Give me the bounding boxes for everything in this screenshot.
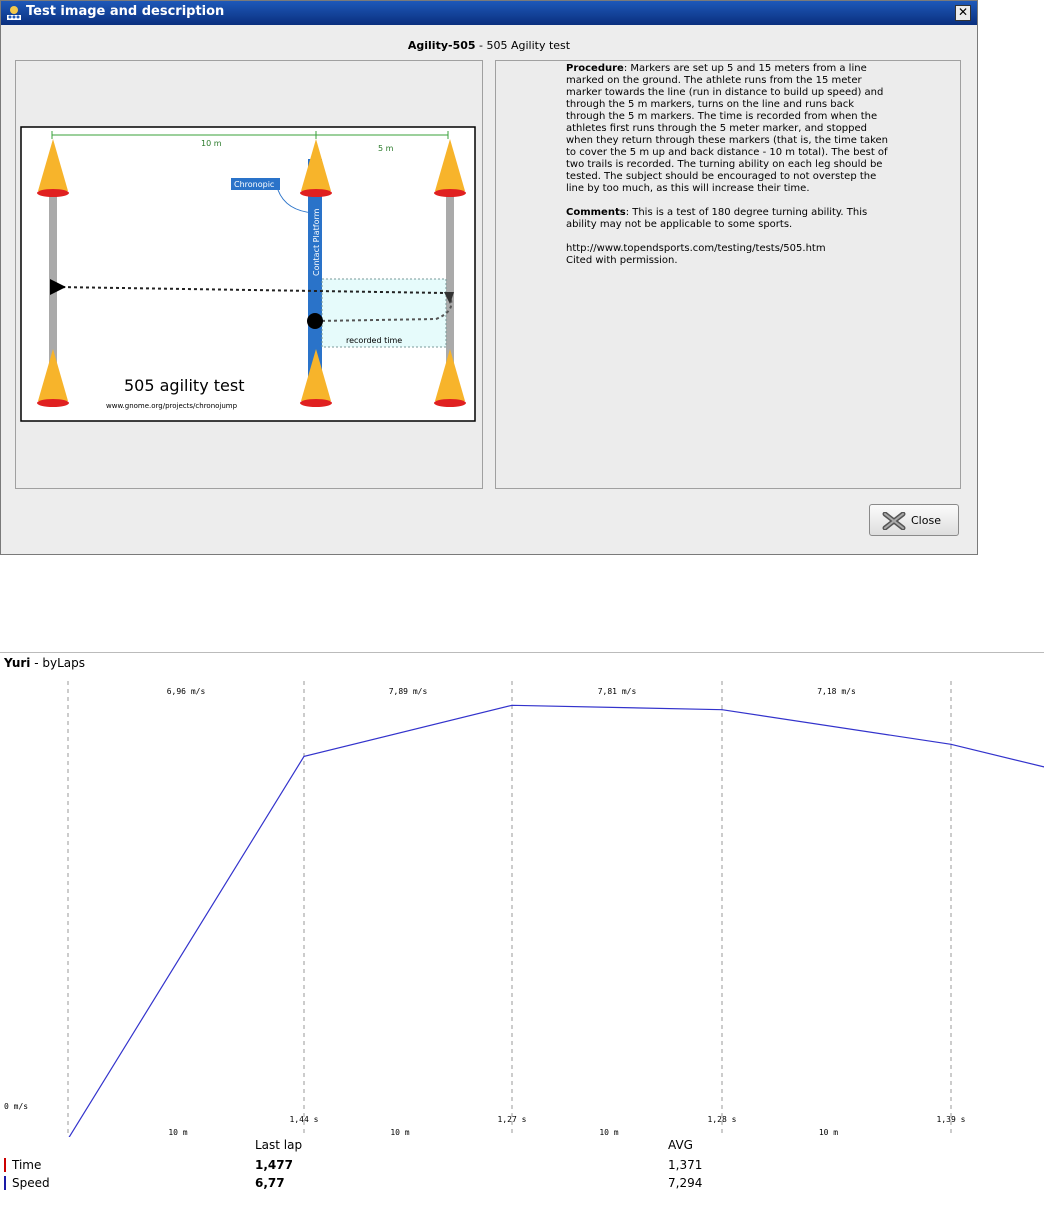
test-diagram-image bbox=[16, 61, 482, 488]
procedure-paragraph bbox=[566, 63, 896, 195]
stats-col-last: Last lap bbox=[255, 1138, 303, 1152]
lap-time-label: 1,28 s bbox=[707, 1115, 737, 1124]
lap-speed-label: 7,18 m/s bbox=[817, 687, 856, 696]
time-last: 1,477 bbox=[255, 1158, 293, 1172]
test-dialog bbox=[0, 0, 978, 555]
comments-label: Comments bbox=[566, 207, 626, 218]
lap-distance-label: 10 m bbox=[599, 1128, 619, 1137]
dialog-title: Test image and description bbox=[26, 4, 225, 19]
diagram-dist-10m: 10 m bbox=[201, 139, 222, 148]
diagram-dist-5m: 5 m bbox=[378, 144, 394, 153]
y-zero-label: 0 m/s bbox=[4, 1102, 29, 1111]
test-image-panel bbox=[15, 60, 483, 489]
lap-time-label: 1,39 s bbox=[936, 1115, 966, 1124]
test-description-panel bbox=[495, 60, 961, 489]
lap-distance-label: 10 m bbox=[818, 1128, 839, 1137]
laps-chart-window bbox=[0, 652, 1044, 1212]
stats-row-time bbox=[0, 1156, 1044, 1174]
diagram-recorded-label: recorded time bbox=[346, 336, 403, 345]
lap-speed-label: 6,96 m/s bbox=[166, 687, 206, 696]
comments-text: : This is a test of 180 degree turning ability. This ability may not be applicable to some sports. bbox=[566, 207, 868, 230]
close-button[interactable] bbox=[869, 504, 959, 536]
diagram-caption: 505 agility test bbox=[124, 376, 245, 395]
test-name: - 505 Agility test bbox=[475, 39, 571, 52]
chart-mode: - byLaps bbox=[30, 656, 85, 670]
speed-point bbox=[303, 756, 304, 757]
source-link: http://www.topendsports.com/testing/tests/505.htm bbox=[566, 243, 826, 254]
test-code: Agility-505 bbox=[407, 39, 476, 52]
stats-row-speed bbox=[0, 1174, 1044, 1192]
close-icon bbox=[882, 512, 906, 530]
speed-point bbox=[950, 744, 951, 745]
lap-time-label: 1,27 s bbox=[497, 1115, 527, 1124]
description-text bbox=[566, 63, 896, 267]
diagram-platform-label: Contact Platform bbox=[312, 208, 321, 276]
speed-line bbox=[68, 705, 1044, 1137]
speed-point bbox=[511, 705, 512, 706]
speed-avg: 7,294 bbox=[668, 1176, 703, 1190]
close-button-label: Close bbox=[911, 514, 941, 527]
diagram-url: www.gnome.org/projects/chronojump bbox=[106, 402, 238, 410]
stats-col-avg: AVG bbox=[668, 1138, 693, 1152]
comments-paragraph bbox=[566, 207, 896, 231]
speed-marker bbox=[4, 1176, 6, 1190]
speed-point bbox=[721, 709, 722, 710]
lap-distance-label: 10 m bbox=[390, 1128, 410, 1137]
laps-speed-chart bbox=[0, 653, 1044, 1137]
chart-header bbox=[4, 656, 85, 670]
stats-table bbox=[0, 1137, 1044, 1212]
procedure-label: Procedure bbox=[566, 63, 624, 74]
lap-distance-label: 10 m bbox=[168, 1128, 188, 1137]
person-name: Yuri bbox=[4, 656, 31, 670]
test-heading bbox=[1, 39, 977, 52]
dialog-titlebar[interactable] bbox=[1, 1, 977, 25]
window-close-button[interactable]: ✕ bbox=[955, 5, 971, 21]
time-label: Time bbox=[12, 1158, 42, 1172]
lap-speed-label: 7,81 m/s bbox=[597, 687, 637, 696]
time-marker bbox=[4, 1158, 6, 1172]
diagram-chronopic-label: Chronopic bbox=[234, 180, 275, 189]
source-paragraph bbox=[566, 243, 896, 267]
lap-time-label: 1,44 s bbox=[289, 1115, 319, 1124]
procedure-text: : Markers are set up 5 and 15 meters from a line marked on the ground. The athlete runs from the 15 meter marker towards the line (run in distance to build up speed) and through the 5 m markers, turns on the line and runs back through the 5 m markers. The time is recorded from when the athletes first runs through the 5 meter marker, and stopped when they return through these markers (that is, the time taken to cover the 5 m up and back distance - 10 m total). The best of two trails is recorded. The turning ability on each leg should be tested. The subject should be encouraged to not overstep the line by too much, as this will increase their time. bbox=[566, 63, 889, 194]
cited-text: Cited with permission. bbox=[566, 255, 678, 266]
time-avg: 1,371 bbox=[668, 1158, 703, 1172]
app-icon bbox=[5, 4, 23, 22]
speed-label: Speed bbox=[12, 1176, 50, 1190]
speed-last: 6,77 bbox=[255, 1176, 285, 1190]
lap-speed-label: 7,89 m/s bbox=[388, 687, 428, 696]
